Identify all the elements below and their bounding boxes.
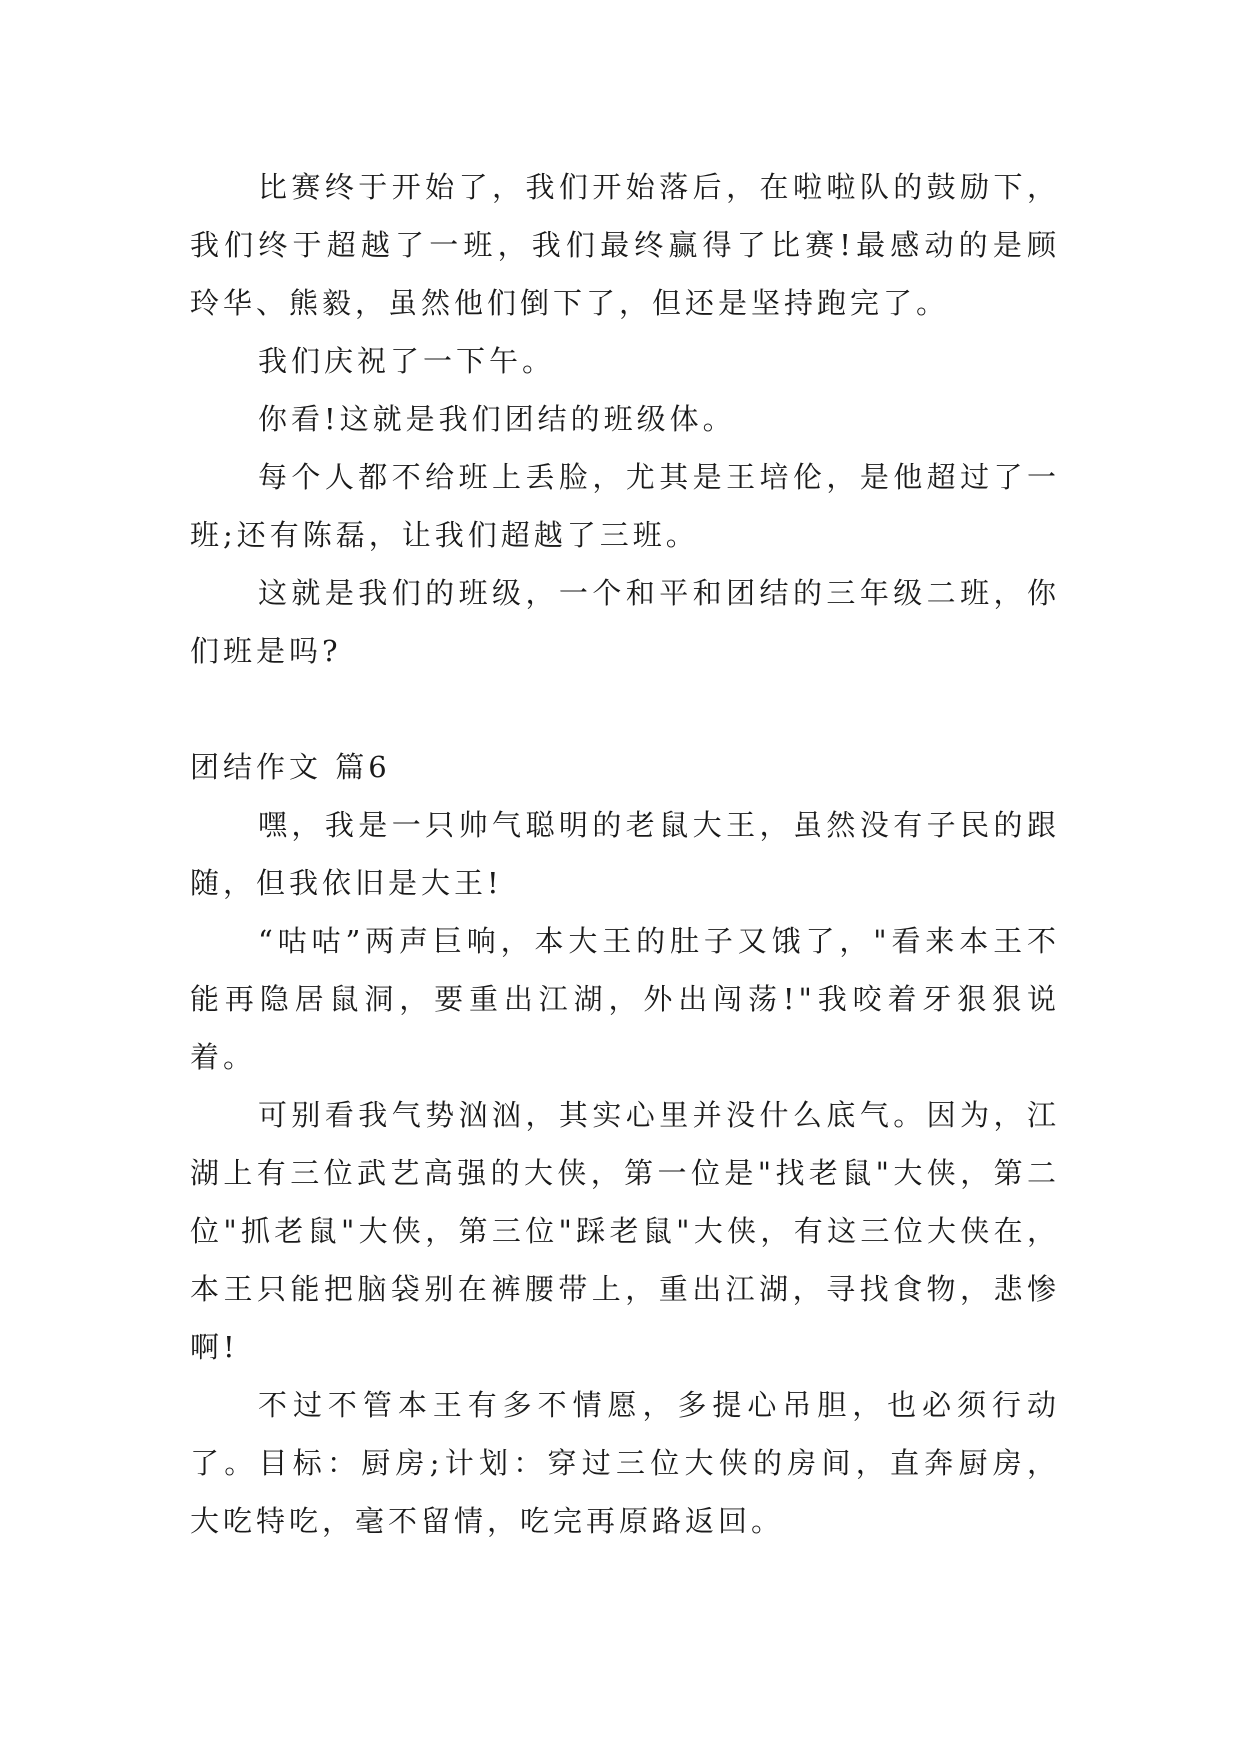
paragraph: 可别看我气势汹汹，其实心里并没什么底气。因为，江湖上有三位武艺高强的大侠，第一位是"找老鼠"大侠，第二位"抓老鼠"大侠，第三位"踩老鼠"大侠，有这三位大侠在，本王只能把脑袋别在裤腰带上，重出江湖，寻找食物，悲惨啊! (190, 1098, 1060, 1364)
paragraph: 这就是我们的班级，一个和平和团结的三年级二班，你们班是吗? (190, 576, 1060, 668)
section-gap (190, 680, 1060, 738)
paragraph: 不过不管本王有多不情愿，多提心吊胆，也必须行动了。目标：厨房;计划：穿过三位大侠的房间，直奔厨房，大吃特吃，毫不留情，吃完再原路返回。 (190, 1388, 1060, 1538)
section-heading: 团结作文 篇6 (190, 750, 391, 784)
paragraph: 比赛终于开始了，我们开始落后，在啦啦队的鼓励下，我们终于超越了一班，我们最终赢得了比赛!最感动的是顾玲华、熊毅，虽然他们倒下了，但还是坚持跑完了。 (190, 170, 1060, 320)
paragraph: 嘿，我是一只帅气聪明的老鼠大王，虽然没有子民的跟随，但我依旧是大王! (190, 808, 1060, 900)
paragraph: 每个人都不给班上丢脸，尤其是王培伦，是他超过了一班;还有陈磊，让我们超越了三班。 (190, 460, 1060, 552)
paragraph: 我们庆祝了一下午。 (258, 344, 556, 378)
paragraph: “咕咕”两声巨响，本大王的肚子又饿了，"看来本王不能再隐居鼠洞，要重出江湖，外出闯荡!"我咬着牙狠狠说着。 (190, 924, 1060, 1074)
document-body (190, 158, 1060, 1550)
paragraph: 你看!这就是我们团结的班级体。 (258, 402, 736, 436)
